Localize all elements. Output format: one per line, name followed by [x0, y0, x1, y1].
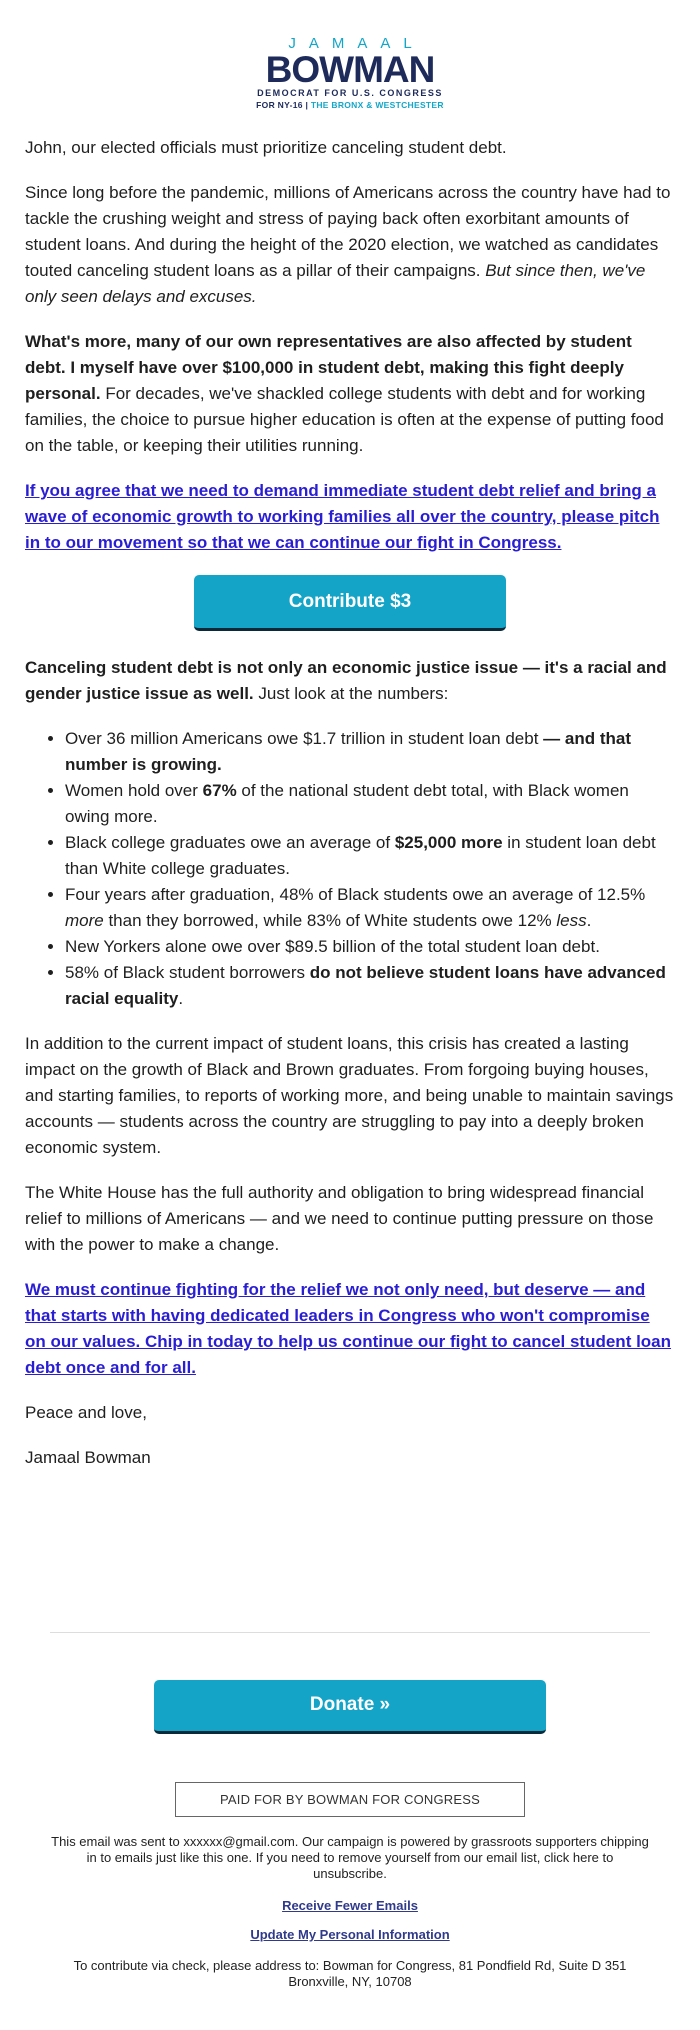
pitch-in-link[interactable]: If you agree that we need to demand immediate student debt relief and bring a wave of economic growth to working families all over the country, please pitch in to our movement so that we can continue our fight in Congress.	[25, 481, 660, 552]
cta-paragraph-2	[25, 1277, 675, 1381]
receive-fewer-emails-link[interactable]: Receive Fewer Emails	[282, 1898, 418, 1913]
logo-last-name: BOWMAN	[265, 49, 435, 90]
greeting-paragraph: John, our elected officials must prioritize canceling student debt.	[25, 138, 507, 157]
paragraph-justice: Canceling student debt is not only an economic justice issue — it's a racial and gender justice issue as well. Just look at the numbers:	[25, 658, 667, 703]
list-item: • Four years after graduation, 48% of Black students owe an average of 12.5% more than they borrowed, while 83% of White students owe 12% less.	[65, 882, 675, 934]
donate-button-wrap	[0, 1680, 700, 1734]
update-info-wrap	[50, 1927, 650, 1943]
paragraph-pandemic: Since long before the pandemic, millions of Americans across the country have had to tackle the crushing weight and stress of paying back often exorbitant amounts of student loans. And during the height of the 2020 election, we watched as candidates touted canceling student loans as a pillar of their campaigns. But since then, we've only seen delays and excuses.	[25, 183, 671, 306]
logo-first-name: JAMAAL	[288, 35, 425, 52]
contribute-button-wrap	[25, 575, 675, 631]
bold-personal-debt: What's more, many of our own representatives are also affected by student debt. I myself have over $100,000 in student debt, making this fight deeply personal.	[25, 332, 632, 403]
list-item: • Women hold over 67% of the national student debt total, with Black women owing more.	[65, 778, 675, 830]
footer-divider	[50, 1632, 650, 1633]
update-personal-info-link[interactable]: Update My Personal Information	[250, 1927, 450, 1942]
cta-paragraph-1	[25, 478, 675, 556]
paragraph-impact: In addition to the current impact of student loans, this crisis has created a lasting impact on the growth of Black and Brown graduates. From forgoing buying houses, and starting families, to reports of working more, and being unable to maintain savings accounts — students across the country are struggling to pay into a deeply broken economic system.	[25, 1034, 674, 1157]
list-item: • New Yorkers alone owe over $89.5 billion of the total student loan debt.	[65, 934, 675, 960]
paragraph-white-house: The White House has the full authority and obligation to bring widespread financial relief to millions of Americans — and we need to continue putting pressure on those with the power to make a change.	[25, 1183, 654, 1254]
statistics-list	[65, 726, 675, 1012]
paid-for-box: PAID FOR BY BOWMAN FOR CONGRESS	[175, 1782, 525, 1817]
donate-button[interactable]: Donate »	[154, 1680, 546, 1734]
signoff: Peace and love,	[25, 1403, 147, 1422]
emphasis-delays: But since then, we've only seen delays and excuses.	[25, 261, 646, 306]
signature: Jamaal Bowman	[25, 1448, 151, 1467]
bold-justice-issue: Canceling student debt is not only an economic justice issue — it's a racial and gender justice issue as well.	[25, 658, 667, 703]
logo-tagline: DEMOCRAT FOR U.S. CONGRESS	[257, 88, 443, 98]
paragraph-representatives: What's more, many of our own representatives are also affected by student debt. I myself have over $100,000 in student debt, making this fight deeply personal. For decades, we've shackled college students with debt and for working families, the choice to pursue higher education is often at the expense of putting food on the table, or keeping their utilities running.	[25, 332, 664, 455]
logo-district-b: THE BRONX & WESTCHESTER	[310, 100, 444, 110]
logo-district-a: FOR NY-16	[256, 100, 303, 110]
list-item: • Over 36 million Americans owe $1.7 trillion in student loan debt — and that number is growing.	[65, 726, 675, 778]
unsubscribe-disclaimer[interactable]: This email was sent to xxxxxx@gmail.com. Our campaign is powered by grassroots supporters chipping in to emails just like this one. If you need to remove yourself from our email list, click here to unsubscribe.	[51, 1834, 649, 1881]
fewer-emails-wrap	[50, 1898, 650, 1914]
campaign-logo	[0, 36, 700, 111]
list-item: • 58% of Black student borrowers do not believe student loans have advanced racial equality.	[65, 960, 675, 1012]
logo-district: FOR NY-16 | THE BRONX & WESTCHESTER	[256, 100, 444, 110]
mailing-address: To contribute via check, please address to: Bowman for Congress, 81 Pondfield Rd, Suite D 351 Bronxville, NY, 10708	[73, 1958, 627, 1989]
contribute-3-button[interactable]: Contribute $3	[194, 575, 506, 631]
chip-in-link[interactable]: We must continue fighting for the relief we not only need, but deserve — and that starts with having dedicated leaders in Congress who won't compromise on our values. Chip in today to help us continue our fight to cancel student loan debt once and for all.	[25, 1280, 672, 1377]
email-body	[25, 135, 675, 1490]
list-item: • Black college graduates owe an average of $25,000 more in student loan debt than White college graduates.	[65, 830, 675, 882]
